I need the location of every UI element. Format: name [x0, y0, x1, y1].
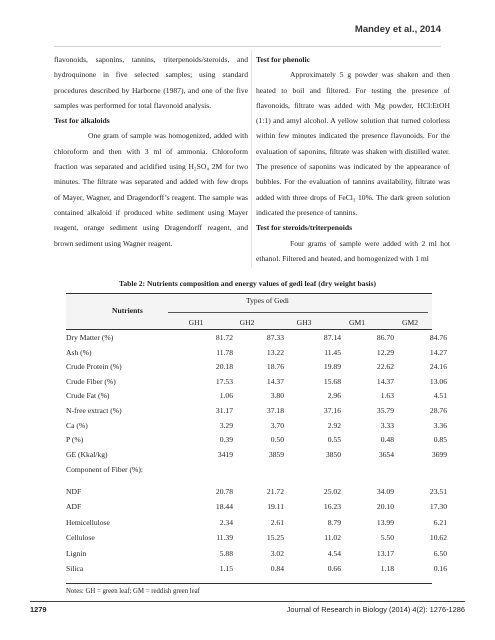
cell-gh3: 11.02 — [324, 533, 341, 543]
cell-gh1: 2.34 — [219, 517, 233, 527]
cell-gh2: 87.33 — [266, 333, 284, 342]
cell-gh3: 0.55 — [327, 435, 341, 445]
row-label: Cellulose — [66, 533, 95, 543]
column-header-gh1: GH1 — [188, 318, 204, 327]
cell-gm2: 6.21 — [433, 517, 447, 527]
table-top-rule — [66, 293, 432, 294]
cell-gm2: 0.16 — [433, 564, 447, 573]
cell-gm1: 34.09 — [376, 487, 394, 496]
row-label: Crude Fat (%) — [66, 391, 110, 401]
cell-gm2: 84.76 — [429, 333, 447, 342]
cell-gm1: 20.10 — [376, 502, 394, 512]
steroids-heading: Test for steroids/triterpenoids — [256, 223, 353, 233]
row-label: P (%) — [66, 435, 84, 445]
cell-gm1: 13.17 — [376, 548, 394, 558]
cell-gm1: 1.63 — [380, 391, 394, 401]
cell-gh2: 0.84 — [270, 564, 284, 573]
nutrient-row — [66, 449, 447, 464]
table-bottom-rule — [66, 583, 432, 584]
column-header-gh2: GH2 — [239, 318, 255, 327]
cell-gh3: 87.14 — [323, 333, 341, 342]
cell-gm2: 0.85 — [433, 435, 447, 445]
table-title: Table 2: Nutrients composition and energy values of gedi leaf (dry weight basis) — [118, 279, 377, 288]
row-label: Lignin — [66, 548, 87, 558]
row-label: Ash (%) — [66, 347, 92, 357]
alkaloids-paragraph: One gram of sample was homogenized, added with chloroform and then with 3 ml of ammonia. Chloroform fraction was separated and acidified using H₂SO₄ 2M for two minutes. The filtrate was separated and added with few drops of Mayer, Wagner, and Dragendorff’s reagent. The sample was contained alkaloid if produced white sediment using Mayer reagent, orange sediment using Dragendorff reagent, and brown sediment using Wagner reagent. — [54, 131, 248, 248]
cell-gh2: 2.61 — [270, 517, 284, 527]
running-header: Mandey et al., 2014 — [354, 24, 441, 35]
fiber-row — [66, 533, 447, 547]
cell-gh1: 5.88 — [219, 548, 233, 558]
cell-gh2: 13.22 — [266, 347, 284, 357]
cell-gm2: 10.62 — [429, 533, 447, 543]
cell-gh2: 0.50 — [270, 435, 284, 445]
left-paragraph-1: flavonoids, saponins, tannins, triterpenoids/steroids, and hydroquinone in five selected samples; using standard procedures described by Harborne (1987), and one of the five samples was performed for total flavonoid analysis. — [54, 55, 248, 110]
cell-gh2: 37.18 — [266, 406, 284, 415]
cell-gh1: 81.72 — [215, 333, 233, 342]
cell-gm1: 1.18 — [380, 564, 394, 573]
cell-gm1: 0.48 — [380, 435, 394, 445]
nutrients-header: Nutrients — [112, 306, 143, 315]
cell-gm1: 35.79 — [376, 406, 394, 415]
fiber-row — [66, 564, 447, 578]
cell-gh1: 20.78 — [215, 487, 233, 496]
cell-gh3: 25.02 — [323, 487, 341, 496]
cell-gh3: 11.45 — [324, 347, 341, 357]
cell-gh1: 0.39 — [219, 435, 233, 445]
cell-gh2: 21.72 — [266, 487, 284, 496]
cell-gh1: 11.78 — [216, 347, 233, 357]
cell-gh3: 0.66 — [327, 564, 341, 573]
row-label: NDF — [66, 487, 82, 496]
phenolic-paragraph: Approximately 5 g powder was shaken and then heated to boil and filtered. For testing the presence of flavonoids, filtrate was added with Mg powder, HCl:EtOH (1:1) and amyl alcohol. A yellow solution that turned colorless within few minutes indicated the presence flavonoids. For the evaluation of saponins, filtrate was shaken with distilled water. The presence of saponins was indicated by the appearance of bubbles. For the evaluation of tannins availability, filtrate was added with three drops of FeCl₃ 10%. The dark green solution indicated the presence of tannins. — [256, 70, 450, 217]
cell-gm2: 13.06 — [429, 376, 447, 386]
cell-gm2: 28.76 — [429, 406, 447, 415]
fiber-row — [66, 548, 447, 563]
cell-gh1: 11.39 — [216, 533, 233, 543]
cell-gm2: 3699 — [431, 449, 447, 459]
fiber-section-label: Component of Fiber (%): — [66, 465, 143, 474]
types-header: Types of Gedi — [246, 296, 289, 305]
cell-gm1: 22.62 — [376, 362, 394, 372]
cell-gm2: 6.50 — [433, 548, 447, 558]
cell-gh1: 3419 — [217, 449, 233, 459]
cell-gm1: 13.99 — [376, 517, 394, 527]
cell-gh2: 3859 — [268, 449, 284, 459]
row-label: Silica — [66, 564, 84, 573]
table-header-rule — [66, 329, 432, 330]
cell-gh2: 3.70 — [270, 420, 284, 430]
nutrient-row — [66, 406, 447, 420]
cell-gh3: 37.16 — [323, 406, 341, 415]
row-label: ADF — [66, 502, 82, 512]
cell-gh1: 18.44 — [215, 502, 233, 512]
cell-gh3: 3850 — [325, 449, 341, 459]
cell-gh2: 19.11 — [267, 502, 284, 512]
nutrient-row — [66, 347, 447, 362]
cell-gm2: 3.36 — [433, 420, 447, 430]
fiber-row — [66, 517, 447, 532]
row-label: Ca (%) — [66, 420, 88, 430]
cell-gh2: 3.80 — [270, 391, 284, 401]
page-footer — [30, 601, 465, 618]
cell-gh2: 3.02 — [270, 548, 284, 558]
cell-gm2: 23.51 — [429, 487, 447, 496]
phenolic-heading: Test for phenolic — [256, 55, 311, 64]
cell-gh3: 8.79 — [327, 517, 341, 527]
cell-gh3: 16.23 — [323, 502, 341, 512]
cell-gh2: 18.76 — [266, 362, 284, 372]
fiber-row — [66, 502, 447, 516]
nutrient-row — [66, 333, 447, 347]
cell-gh1: 1.06 — [219, 391, 233, 401]
cell-gh2: 15.25 — [266, 533, 284, 543]
page-number: 1279 — [30, 605, 47, 614]
journal-citation: Journal of Research in Biology (2014) 4(2): 1276-1286 — [286, 605, 465, 614]
alkaloids-heading: Test for alkaloids — [54, 116, 110, 126]
table-notes: Notes: GH = green leaf; GM = reddish green leaf — [66, 588, 200, 595]
right-column — [256, 52, 450, 266]
cell-gh3: 2.92 — [327, 420, 341, 430]
column-header-gm2: GM2 — [401, 318, 419, 327]
column-header-gm1: GM1 — [348, 318, 366, 327]
row-label: Crude Protein (%) — [66, 362, 122, 372]
cell-gm2: 24.16 — [429, 362, 447, 372]
cell-gh1: 20.18 — [215, 362, 233, 372]
row-label: Hemicellulose — [66, 517, 110, 527]
steroids-paragraph: Four grams of sample were added with 2 ml hot ethanol. Filtered and heated, and homogenized with 1 ml — [256, 238, 450, 263]
cell-gm2: 17.30 — [429, 502, 447, 512]
nutrient-row — [66, 362, 447, 376]
cell-gm1: 3654 — [378, 449, 394, 459]
cell-gh3: 15.68 — [323, 376, 341, 386]
header-rule — [54, 46, 441, 47]
nutrient-row — [66, 376, 447, 391]
row-label: Dry Matter (%) — [66, 333, 114, 342]
cell-gh1: 17.53 — [215, 376, 233, 386]
nutrient-row — [66, 435, 447, 449]
cell-gh1: 1.15 — [219, 564, 233, 573]
row-label: GE (Kkal/kg) — [66, 449, 108, 459]
cell-gh3: 19.89 — [323, 362, 341, 372]
cell-gm2: 4.51 — [433, 391, 447, 401]
column-header-gh3: GH3 — [296, 318, 312, 327]
left-column — [54, 52, 248, 251]
nutrient-row — [66, 420, 447, 435]
row-label: N-free extract (%) — [66, 406, 122, 415]
cell-gm1: 14.37 — [376, 376, 394, 386]
cell-gm1: 12.29 — [376, 347, 394, 357]
cell-gm1: 3.33 — [380, 420, 394, 430]
cell-gm2: 14.27 — [429, 347, 447, 357]
nutrient-row — [66, 391, 447, 405]
cell-gh2: 14.37 — [266, 376, 284, 386]
cell-gh1: 31.17 — [215, 406, 233, 415]
column-divider — [251, 50, 252, 268]
cell-gm1: 86.70 — [376, 333, 394, 342]
cell-gm1: 5.50 — [380, 533, 394, 543]
types-header-rule — [168, 312, 428, 313]
cell-gh1: 3.29 — [219, 420, 233, 430]
cell-gh3: 4.54 — [327, 548, 341, 558]
cell-gh3: 2.96 — [327, 391, 341, 401]
row-label: Crude Fiber (%) — [66, 376, 116, 386]
fiber-row — [66, 487, 447, 501]
